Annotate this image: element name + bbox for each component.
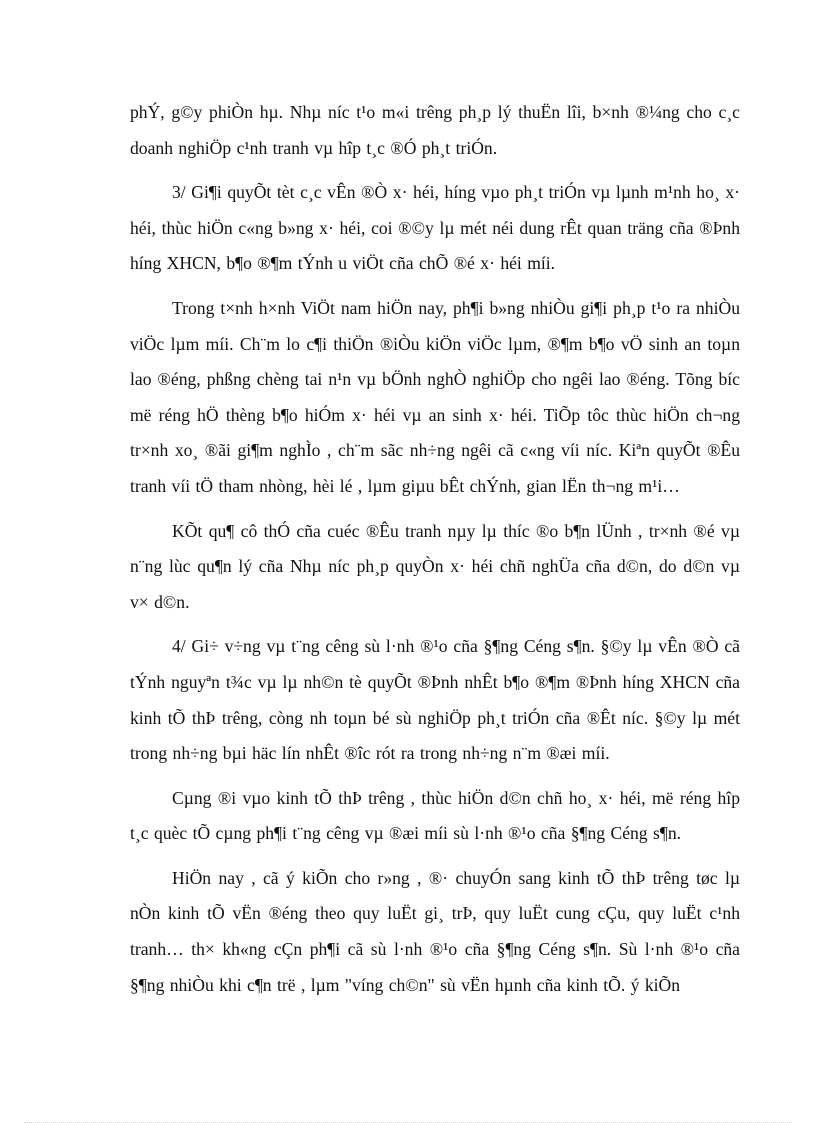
paragraph-party-leadership: Cµng ®i vµo kinh tÕ thÞ trêng , thùc hiÖn d©n chñ ho¸ x· héi, më réng hîp t¸c quèc tÕ cµng ph¶i t¨ng cêng vµ ®æi míi sù l·nh ®¹o cña §¶ng Céng s¶n. [130, 787, 740, 844]
paragraph-section-3: 3/ Gi¶i quyÕt tèt c¸c vÊn ®Ò x· héi, híng vµo ph¸t triÓn vµ lµnh m¹nh ho¸ x· héi, thùc hiÖn c«ng b»ng x· héi, coi ®©y lµ mét néi dung rÊt quan träng cña ®Þnh híng XHCN, b¶o ®¶m tÝnh u viÖt cña chÕ ®é x· héi míi. [130, 182, 740, 274]
paragraph-intro-fragment: phÝ, g©y phiÒn hµ. Nhµ níc t¹o m«i trêng ph¸p lý thuËn lîi, b×nh ®¼ng cho c¸c doanh nghiÖp c¹nh tranh vµ hîp t¸c ®Ó ph¸t triÓn. [130, 102, 740, 158]
paragraph-section-4: 4/ Gi÷ v÷ng vµ t¨ng cêng sù l·nh ®¹o cña §¶ng Céng s¶n. §©y lµ vÊn ®Ò cã tÝnh nguyªn t¾c vµ lµ nh©n tè quyÕt ®Þnh nhÊt b¶o ®¶m ®Þnh híng XHCN cña kinh tÕ thÞ trêng, còng nh toµn bé sù nghiÖp ph¸t triÓn cña ®Êt níc. §©y lµ mét trong nh÷ng bµi häc lín nhÊt ®îc rót ra trong nh÷ng n¨m ®æi míi. [130, 636, 740, 764]
paragraph-opinions: HiÖn nay , cã ý kiÕn cho r»ng , ®· chuyÓn sang kinh tÕ thÞ trêng tøc lµ nÒn kinh tÕ vËn ®éng theo quy luËt gi¸ trÞ, quy luËt cung cÇu, quy luËt c¹nh tranh… th× kh«ng cÇn ph¶i cã sù l·nh ®¹o cña §¶ng Céng s¶n. Sù l·nh ®¹o cña §¶ng nhiÒu khi c¶n trë , lµm "víng ch©n" sù vËn hµnh cña kinh tÕ. ý kiÕn [130, 867, 740, 995]
document-body [130, 95, 740, 1012]
paragraph-vietnam-situation: Trong t×nh h×nh ViÖt nam hiÖn nay, ph¶i b»ng nhiÒu gi¶i ph¸p t¹o ra nhiÒu viÖc lµm míi. Ch¨m lo c¶i thiÖn ®iÒu kiÖn viÖc lµm, ®¶m b¶o vÖ sinh an toµn lao ®éng, phßng chèng tai n¹n vµ bÖnh nghÒ nghiÖp cho ngêi lao ®éng. Tõng bíc më réng hÖ thèng b¶o hiÓm x· héi vµ an sinh x· héi. TiÕp tôc thùc hiÖn ch¬ng tr×nh xo¸ ®ãi gi¶m nghÌo , ch¨m sãc nh÷ng ngêi cã c«ng víi níc. Kiªn quyÕt ®Êu tranh víi tÖ tham nhòng, hèi lé , lµm giµu bÊt chÝnh, gian lËn th¬ng m¹i… [130, 297, 740, 496]
paragraph-struggle-results: KÕt qu¶ cô thÓ cña cuéc ®Êu tranh nµy lµ thíc ®o b¶n lÜnh , tr×nh ®é vµ n¨ng lùc qu¶n lý cña Nhµ níc ph¸p quyÒn x· héi chñ nghÜa cña d©n, do d©n vµ v× d©n. [130, 520, 740, 612]
